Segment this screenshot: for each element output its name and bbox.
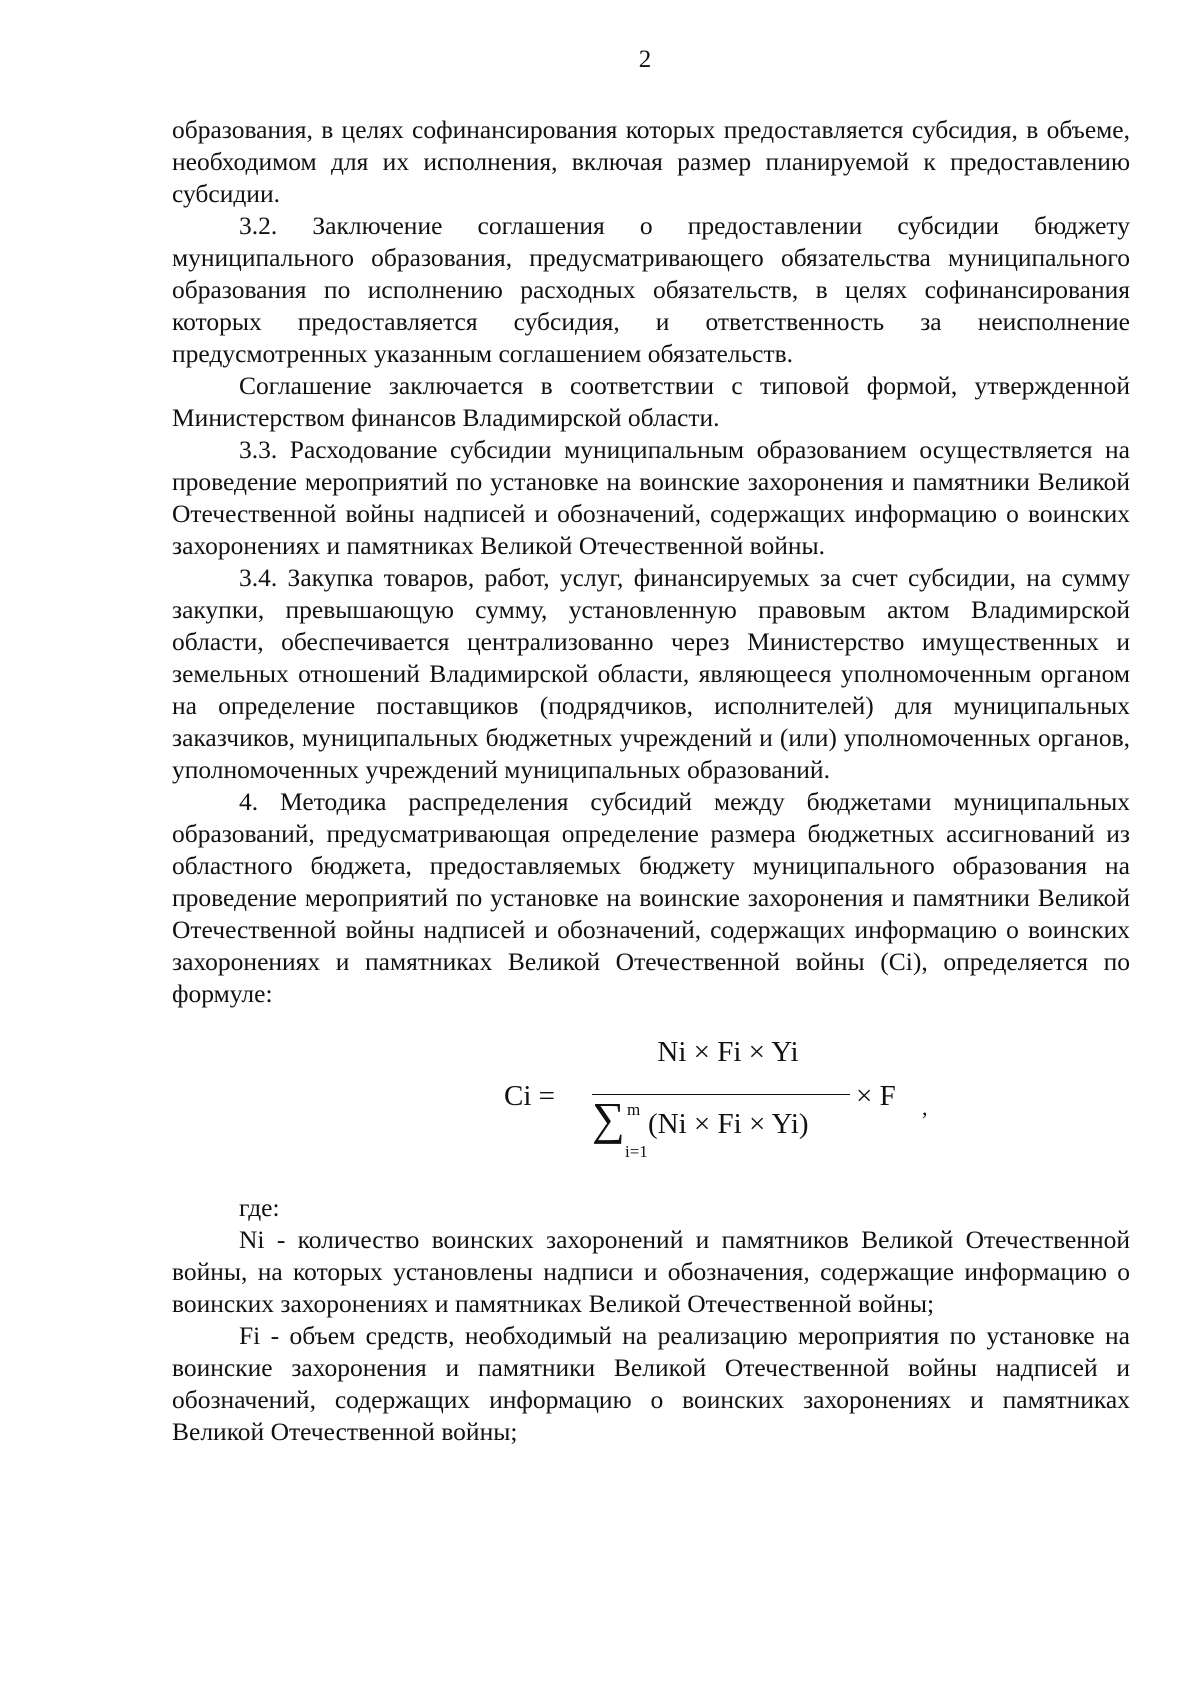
paragraph-where: где:: [239, 1193, 280, 1222]
definition-ni: Ni - количество воинских захоронений и памятников Великой Отечественной войны, на которых установлены надписи и обозначения, содержащие информацию о воинских захоронениях и памятниках Великой Отечественной войны;: [172, 1225, 1130, 1318]
sum-upper-limit: m: [627, 1100, 641, 1119]
document-body: [172, 114, 1130, 1448]
paragraph-4-methodology: 4. Методика распределения субсидий между бюджетами муниципальных образований, предусматривающая определение размера бюджетных ассигнований из областного бюджета, предоставляемых бюджету муниципального образования на проведение мероприятий по установке на воинские захоронения и памятники Великой Отечественной войны надписей и обозначений, содержащих информацию о воинских захоронениях и памятниках Великой Отечественной войны (Ci), определяется по формуле:: [172, 787, 1130, 1008]
sum-sign: ∑: [592, 1093, 625, 1144]
formula-numerator: Ni × Fi × Yi: [657, 1036, 799, 1068]
paragraph-3-3: 3.3. Расходование субсидии муниципальным образованием осуществляется на проведение мероприятий по установке на воинские захоронения и памятники Великой Отечественной войны надписей и обозначений, содержащих информацию о воинских захоронениях и памятниках Великой Отечественной войны.: [172, 435, 1130, 560]
definition-fi: Fi - объем средств, необходимый на реализацию мероприятия по установке на воинские захоронения и памятники Великой Отечественной войны надписей и обозначений, содержащих информацию о воинских захоронениях и памятниках Великой Отечественной войны;: [172, 1321, 1130, 1446]
paragraph-agreement-form: Соглашение заключается в соответствии с типовой формой, утвержденной Министерством финансов Владимирской области.: [172, 371, 1130, 432]
paragraph-continuation: образования, в целях софинансирования которых предоставляется субсидия, в объеме, необходимом для их исполнения, включая размер планируемой к предоставлению субсидии.: [172, 115, 1130, 208]
formula-denominator: (Ni × Fi × Yi): [648, 1108, 809, 1140]
page-number: 2: [638, 46, 652, 73]
paragraph-3-4: 3.4. Закупка товаров, работ, услуг, финансируемых за счет субсидии, на сумму закупки, превышающую сумму, установленную правовым актом Владимирской области, обеспечивается централизованно через Министерство имущественных и земельных отношений Владимирской области, являющееся уполномоченным органом на определение поставщиков (подрядчиков, исполнителей) для муниципальных заказчиков, муниципальных бюджетных учреждений и (или) уполномоченных органов, уполномоченных учреждений муниципальных образований.: [172, 563, 1130, 784]
sum-lower-limit: i=1: [625, 1142, 648, 1161]
formula-lhs: Ci =: [504, 1080, 556, 1112]
formula-trailing-comma: ,: [922, 1095, 928, 1120]
paragraph-3-2: 3.2. Заключение соглашения о предоставлении субсидии бюджету муниципального образования, предусматривающего обязательства муниципального образования по исполнению расходных обязательств, в целях софинансирования которых предоставляется субсидия, и ответственность за неисполнение предусмотренных указанным соглашением обязательств.: [172, 211, 1130, 368]
formula-multiplier: × F: [856, 1080, 896, 1112]
formula-block: [172, 1010, 1130, 1192]
